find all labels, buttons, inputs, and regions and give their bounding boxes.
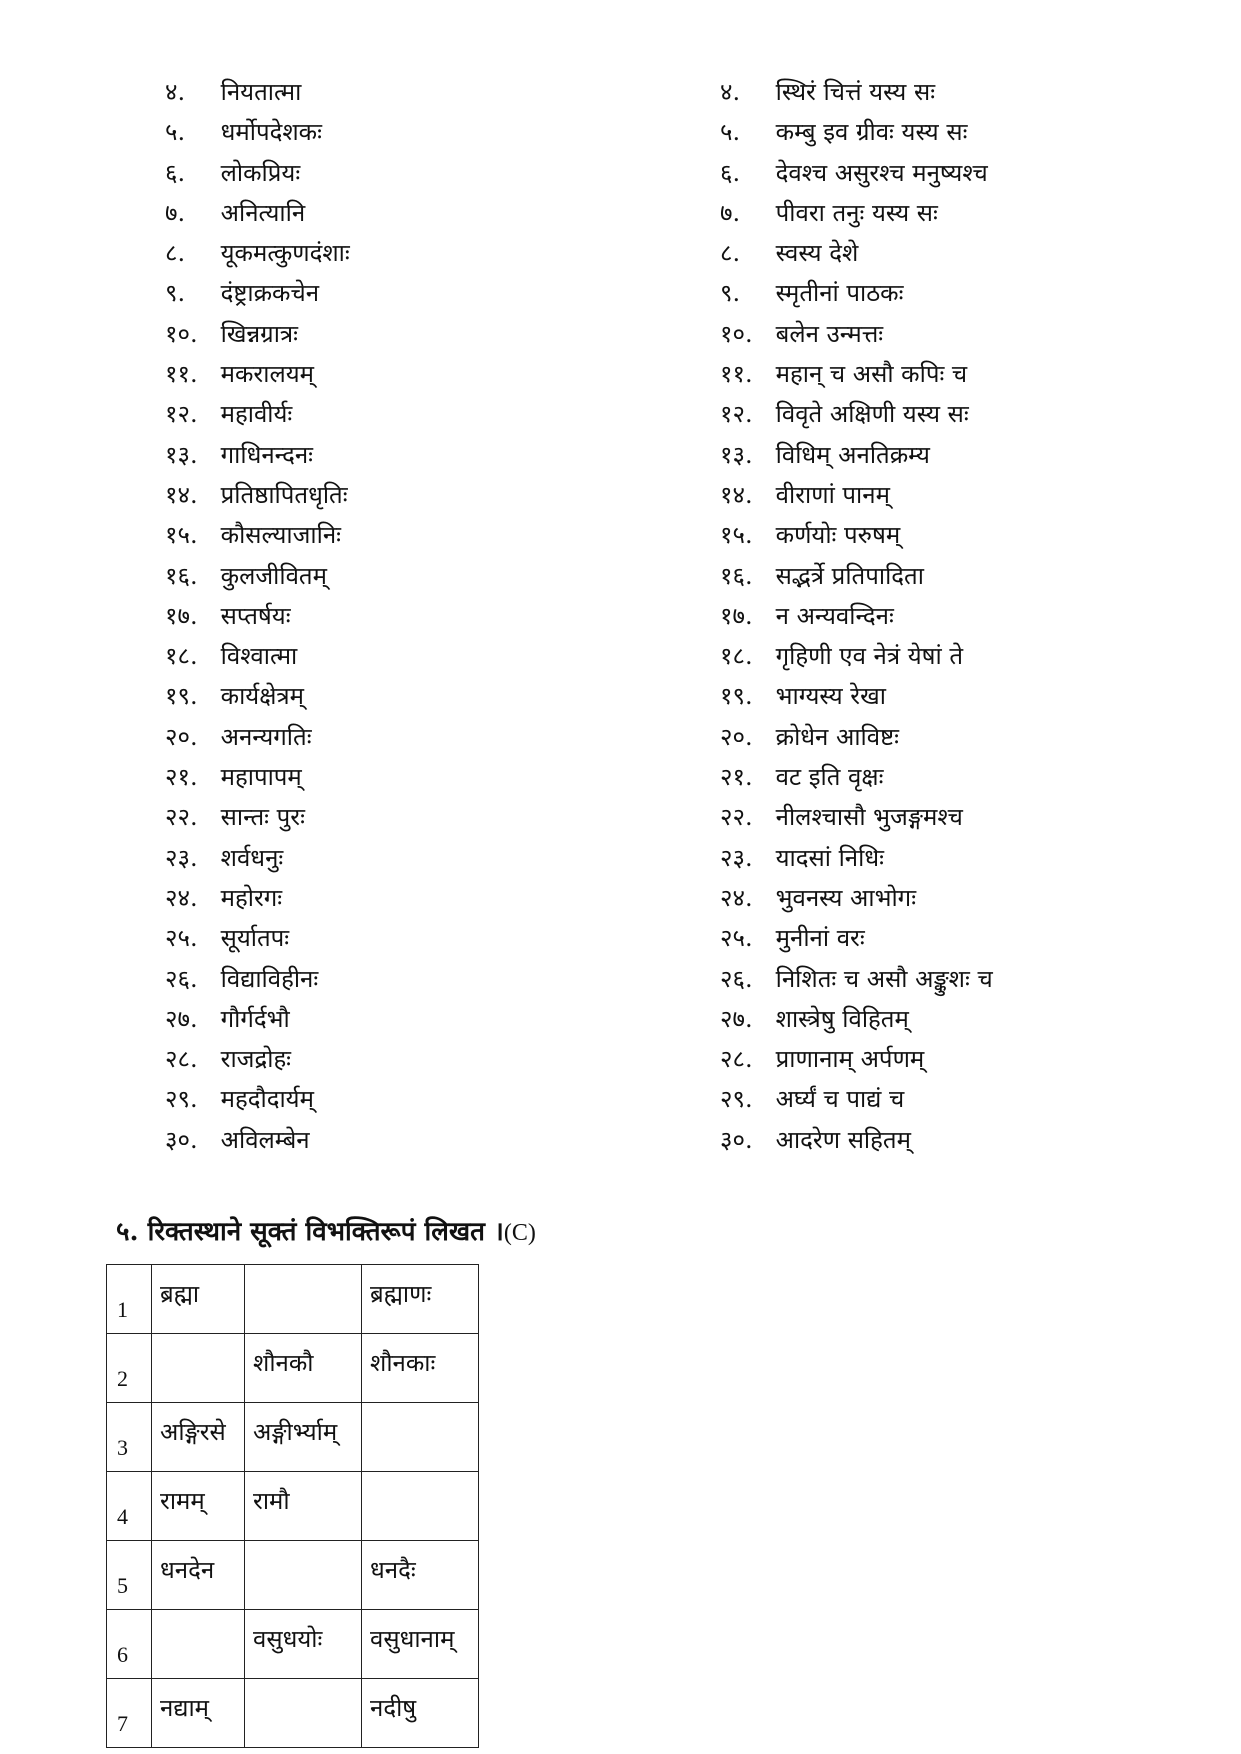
right-list-item-number: २८. (720, 1045, 753, 1074)
right-list-item-number: १५. (720, 521, 753, 550)
right-list-item-number: ६. (720, 158, 741, 187)
left-list-item (165, 636, 350, 676)
left-list-item-number: १३. (165, 440, 198, 469)
left-list-item-number: ८. (165, 239, 186, 268)
right-list-item-number: १७. (720, 601, 753, 630)
right-list-item-text: भुवनस्य आभोगः (775, 883, 917, 912)
right-list-item-text: आदरेण सहितम् (775, 1125, 911, 1154)
form-cell: रामौ (245, 1472, 362, 1541)
left-list-item-number: २०. (165, 722, 198, 751)
left-list-item-number: ६. (165, 158, 186, 187)
row-number: 1 (107, 1265, 152, 1334)
right-list-item-text: मुनीनां वरः (775, 924, 865, 953)
right-list-item-number: २७. (720, 1004, 753, 1033)
right-list-item-text: स्थिरं चित्तं यस्य सः (775, 78, 936, 106)
right-list-item (720, 193, 993, 233)
left-list-item-text: कुलजीवितम् (220, 561, 327, 590)
left-list-item-number: ५. (165, 118, 186, 147)
left-list-item-text: सप्तर्षयः (220, 601, 291, 630)
right-list-item-number: २०. (720, 722, 753, 751)
right-list-item (720, 878, 993, 918)
blank-cell (362, 1403, 479, 1472)
right-list-item (720, 636, 993, 676)
right-list-item-text: न अन्यवन्दिनः (775, 601, 894, 630)
right-list-item-text: गृहिणी एव नेत्रं येषां ते (775, 642, 964, 671)
right-list-item (720, 72, 993, 112)
right-list-item-number: २५. (720, 924, 753, 953)
left-list-item-number: २१. (165, 763, 198, 792)
right-list-item (720, 273, 993, 313)
left-list-item-text: महावीर्यः (220, 400, 293, 429)
right-list-item-number: ७. (720, 198, 741, 227)
table-row (107, 1610, 479, 1679)
right-list-item-text: विवृते अक्षिणी यस्य सः (775, 400, 969, 429)
left-list-item (165, 153, 350, 193)
left-list-item-number: २२. (165, 803, 198, 832)
left-list-item-text: मकरालयम् (220, 360, 315, 389)
right-answer-list (720, 72, 993, 1160)
form-cell: धनदैः (362, 1541, 479, 1610)
row-number: 7 (107, 1679, 152, 1748)
left-list-item (165, 273, 350, 313)
declension-table (106, 1264, 479, 1748)
left-list-item-number: २६. (165, 964, 198, 993)
right-list-item-text: बलेन उन्मत्तः (775, 319, 884, 348)
right-list-item-number: १६. (720, 561, 753, 590)
left-list-item-text: यूकमत्कुणदंशाः (220, 239, 350, 268)
left-list-item (165, 1039, 350, 1079)
left-list-item-text: महदौदार्यम् (220, 1085, 314, 1114)
right-list-item-text: निशितः च असौ अङ्कुशः च (775, 964, 993, 993)
left-list-item-text: महापापम् (220, 763, 302, 792)
form-cell: ब्रह्मा (152, 1265, 245, 1334)
right-list-item (720, 757, 993, 797)
right-list-item-text: वट इति वृक्षः (775, 763, 884, 792)
right-list-item (720, 515, 993, 555)
section-heading (116, 1212, 536, 1248)
right-list-item (720, 676, 993, 716)
left-list-item-text: सूर्यातपः (220, 924, 290, 953)
left-list-item-text: लोकप्रियः (220, 158, 301, 187)
section-marker: (C) (503, 1220, 536, 1246)
left-list-item-number: २७. (165, 1004, 198, 1033)
left-list-item-text: खिन्नग्रात्रः (220, 319, 299, 348)
right-list-item-text: प्राणानाम् अर्पणम् (775, 1045, 925, 1074)
left-list-item-text: राजद्रोहः (220, 1045, 292, 1074)
row-number: 3 (107, 1403, 152, 1472)
left-list-item-text: दंष्ट्राक्रकचेन (220, 279, 320, 308)
left-list-item (165, 959, 350, 999)
right-list-item (720, 918, 993, 958)
table-row (107, 1541, 479, 1610)
right-list-item-number: ५. (720, 118, 741, 147)
left-list-item-number: १०. (165, 319, 198, 348)
left-list-item (165, 797, 350, 837)
left-list-item-number: १९. (165, 682, 198, 711)
form-cell: नद्याम् (152, 1679, 245, 1748)
right-list-item-text: शास्त्रेषु विहितम् (775, 1004, 909, 1033)
left-list-item (165, 354, 350, 394)
form-cell: नदीषु (362, 1679, 479, 1748)
right-list-item (720, 354, 993, 394)
left-list-item (165, 878, 350, 918)
blank-cell (362, 1472, 479, 1541)
left-list-item (165, 838, 350, 878)
right-list-item-number: १४. (720, 480, 753, 509)
left-list-item-number: १२. (165, 400, 198, 429)
left-list-item-number: १७. (165, 601, 198, 630)
form-cell: वसुधयोः (245, 1610, 362, 1679)
right-list-item-text: स्मृतीनां पाठकः (775, 279, 904, 308)
right-list-item (720, 314, 993, 354)
left-list-item-text: प्रतिष्ठापितधृतिः (220, 480, 348, 509)
form-cell: शौनकाः (362, 1334, 479, 1403)
form-cell: रामम् (152, 1472, 245, 1541)
right-list-item-text: अर्घ्यं च पाद्यं च (775, 1085, 905, 1114)
right-list-item-text: देवश्च असुरश्च मनुष्यश्च (775, 158, 988, 187)
blank-cell (152, 1610, 245, 1679)
right-list-item-number: १२. (720, 400, 753, 429)
left-list-item (165, 717, 350, 757)
left-list-item (165, 918, 350, 958)
right-list-item-number: २४. (720, 883, 753, 912)
table-row (107, 1679, 479, 1748)
left-list-item-number: १८. (165, 642, 198, 671)
right-list-item-text: भाग्यस्य रेखा (775, 682, 886, 711)
right-list-item (720, 797, 993, 837)
left-list-item-text: कौसल्याजानिः (220, 521, 342, 550)
blank-cell (245, 1265, 362, 1334)
right-list-item (720, 596, 993, 636)
left-answer-list (165, 72, 350, 1160)
right-list-item (720, 112, 993, 152)
left-list-item-text: अनित्यानि (220, 198, 306, 227)
left-list-item (165, 193, 350, 233)
right-list-item-text: यादसां निधिः (775, 843, 884, 872)
left-list-item-number: २८. (165, 1045, 198, 1074)
right-list-item-number: २९. (720, 1085, 753, 1114)
right-list-item (720, 394, 993, 434)
left-list-item-number: २५. (165, 924, 198, 953)
table-row (107, 1334, 479, 1403)
right-list-item-text: पीवरा तनुः यस्य सः (775, 198, 938, 227)
left-list-item (165, 314, 350, 354)
row-number: 6 (107, 1610, 152, 1679)
row-number: 4 (107, 1472, 152, 1541)
table-row (107, 1472, 479, 1541)
left-list-item-number: ९. (165, 279, 186, 308)
left-list-item-number: १६. (165, 561, 198, 590)
right-list-item-text: स्वस्य देशे (775, 239, 859, 268)
form-cell: शौनकौ (245, 1334, 362, 1403)
form-cell: ब्रह्माणः (362, 1265, 479, 1334)
left-list-item (165, 1079, 350, 1119)
left-list-item-number: ११. (165, 360, 198, 389)
right-list-item-number: ९. (720, 279, 741, 308)
left-list-item (165, 72, 350, 112)
right-list-item-number: १९. (720, 682, 753, 711)
left-list-item (165, 596, 350, 636)
left-list-item-text: गौर्गर्दभौ (220, 1004, 290, 1033)
left-list-item-text: कार्यक्षेत्रम् (220, 682, 305, 711)
right-list-item-number: १३. (720, 440, 753, 469)
left-list-item-number: ७. (165, 198, 186, 227)
right-list-item-number: २१. (720, 763, 753, 792)
right-list-item-number: ४. (720, 78, 741, 106)
right-list-item (720, 959, 993, 999)
left-list-item-number: ३०. (165, 1125, 198, 1154)
right-list-item-text: क्रोधेन आविष्टः (775, 722, 899, 751)
blank-cell (245, 1541, 362, 1610)
form-cell: वसुधानाम् (362, 1610, 479, 1679)
right-list-item-number: २२. (720, 803, 753, 832)
right-list-item-number: १०. (720, 319, 753, 348)
left-list-item-text: अनन्यगतिः (220, 722, 312, 751)
right-list-item-number: ११. (720, 360, 753, 389)
left-list-item-number: १४. (165, 480, 198, 509)
right-list-item-text: कर्णयोः परुषम् (775, 521, 901, 550)
left-list-item-text: महोरगः (220, 883, 283, 912)
form-cell: अङ्गीर्भ्याम् (245, 1403, 362, 1472)
left-list-item (165, 556, 350, 596)
right-list-item-text: कम्बु इव ग्रीवः यस्य सः (775, 118, 968, 147)
left-list-item-text: विद्याविहीनः (220, 964, 319, 993)
right-list-item-number: ३०. (720, 1125, 753, 1154)
left-list-item-text: नियतात्मा (220, 78, 302, 106)
row-number: 5 (107, 1541, 152, 1610)
table-row (107, 1403, 479, 1472)
left-list-item (165, 394, 350, 434)
left-list-item-text: विश्वात्मा (220, 642, 298, 671)
right-list-item-number: १८. (720, 642, 753, 671)
right-list-item (720, 1039, 993, 1079)
right-list-item (720, 838, 993, 878)
right-list-item-text: विधिम् अनतिक्रम्य (775, 440, 930, 469)
blank-cell (152, 1334, 245, 1403)
left-list-item (165, 233, 350, 273)
left-list-item-number: २३. (165, 843, 198, 872)
left-list-item (165, 112, 350, 152)
left-list-item (165, 435, 350, 475)
right-list-item (720, 1120, 993, 1160)
right-list-item-text: नीलश्चासौ भुजङ्गमश्च (775, 803, 963, 832)
left-list-item (165, 999, 350, 1039)
left-list-item-text: शर्वधनुः (220, 843, 284, 872)
left-list-item-number: २४. (165, 883, 198, 912)
left-list-item (165, 676, 350, 716)
left-list-item-text: अविलम्बेन (220, 1125, 310, 1154)
form-cell: अङ्गिरसे (152, 1403, 245, 1472)
left-list-item-text: गाधिनन्दनः (220, 440, 313, 469)
right-list-item-number: २३. (720, 843, 753, 872)
blank-cell (245, 1679, 362, 1748)
right-list-item-number: २६. (720, 964, 753, 993)
right-list-item-number: ८. (720, 239, 741, 268)
right-list-item (720, 435, 993, 475)
row-number: 2 (107, 1334, 152, 1403)
section-heading-text: ५. रिक्तस्थाने सूक्तं विभक्तिरूपं लिखत । (116, 1217, 504, 1247)
right-list-item-text: वीराणां पानम् (775, 480, 890, 509)
right-list-item-text: सद्भर्त्रे प्रतिपादिता (775, 561, 924, 590)
form-cell: धनदेन (152, 1541, 245, 1610)
left-list-item (165, 1120, 350, 1160)
left-list-item (165, 515, 350, 555)
right-list-item (720, 556, 993, 596)
left-list-item-number: १५. (165, 521, 198, 550)
right-list-item (720, 1079, 993, 1119)
left-list-item (165, 475, 350, 515)
right-list-item (720, 475, 993, 515)
left-list-item-text: सान्तः पुरः (220, 803, 305, 832)
left-list-item (165, 757, 350, 797)
left-list-item-text: धर्मोपदेशकः (220, 118, 322, 147)
right-list-item (720, 153, 993, 193)
left-list-item-number: २९. (165, 1085, 198, 1114)
table-row (107, 1265, 479, 1334)
right-list-item (720, 999, 993, 1039)
right-list-item-text: महान् च असौ कपिः च (775, 360, 968, 389)
right-list-item (720, 717, 993, 757)
right-list-item (720, 233, 993, 273)
left-list-item-number: ४. (165, 78, 186, 106)
